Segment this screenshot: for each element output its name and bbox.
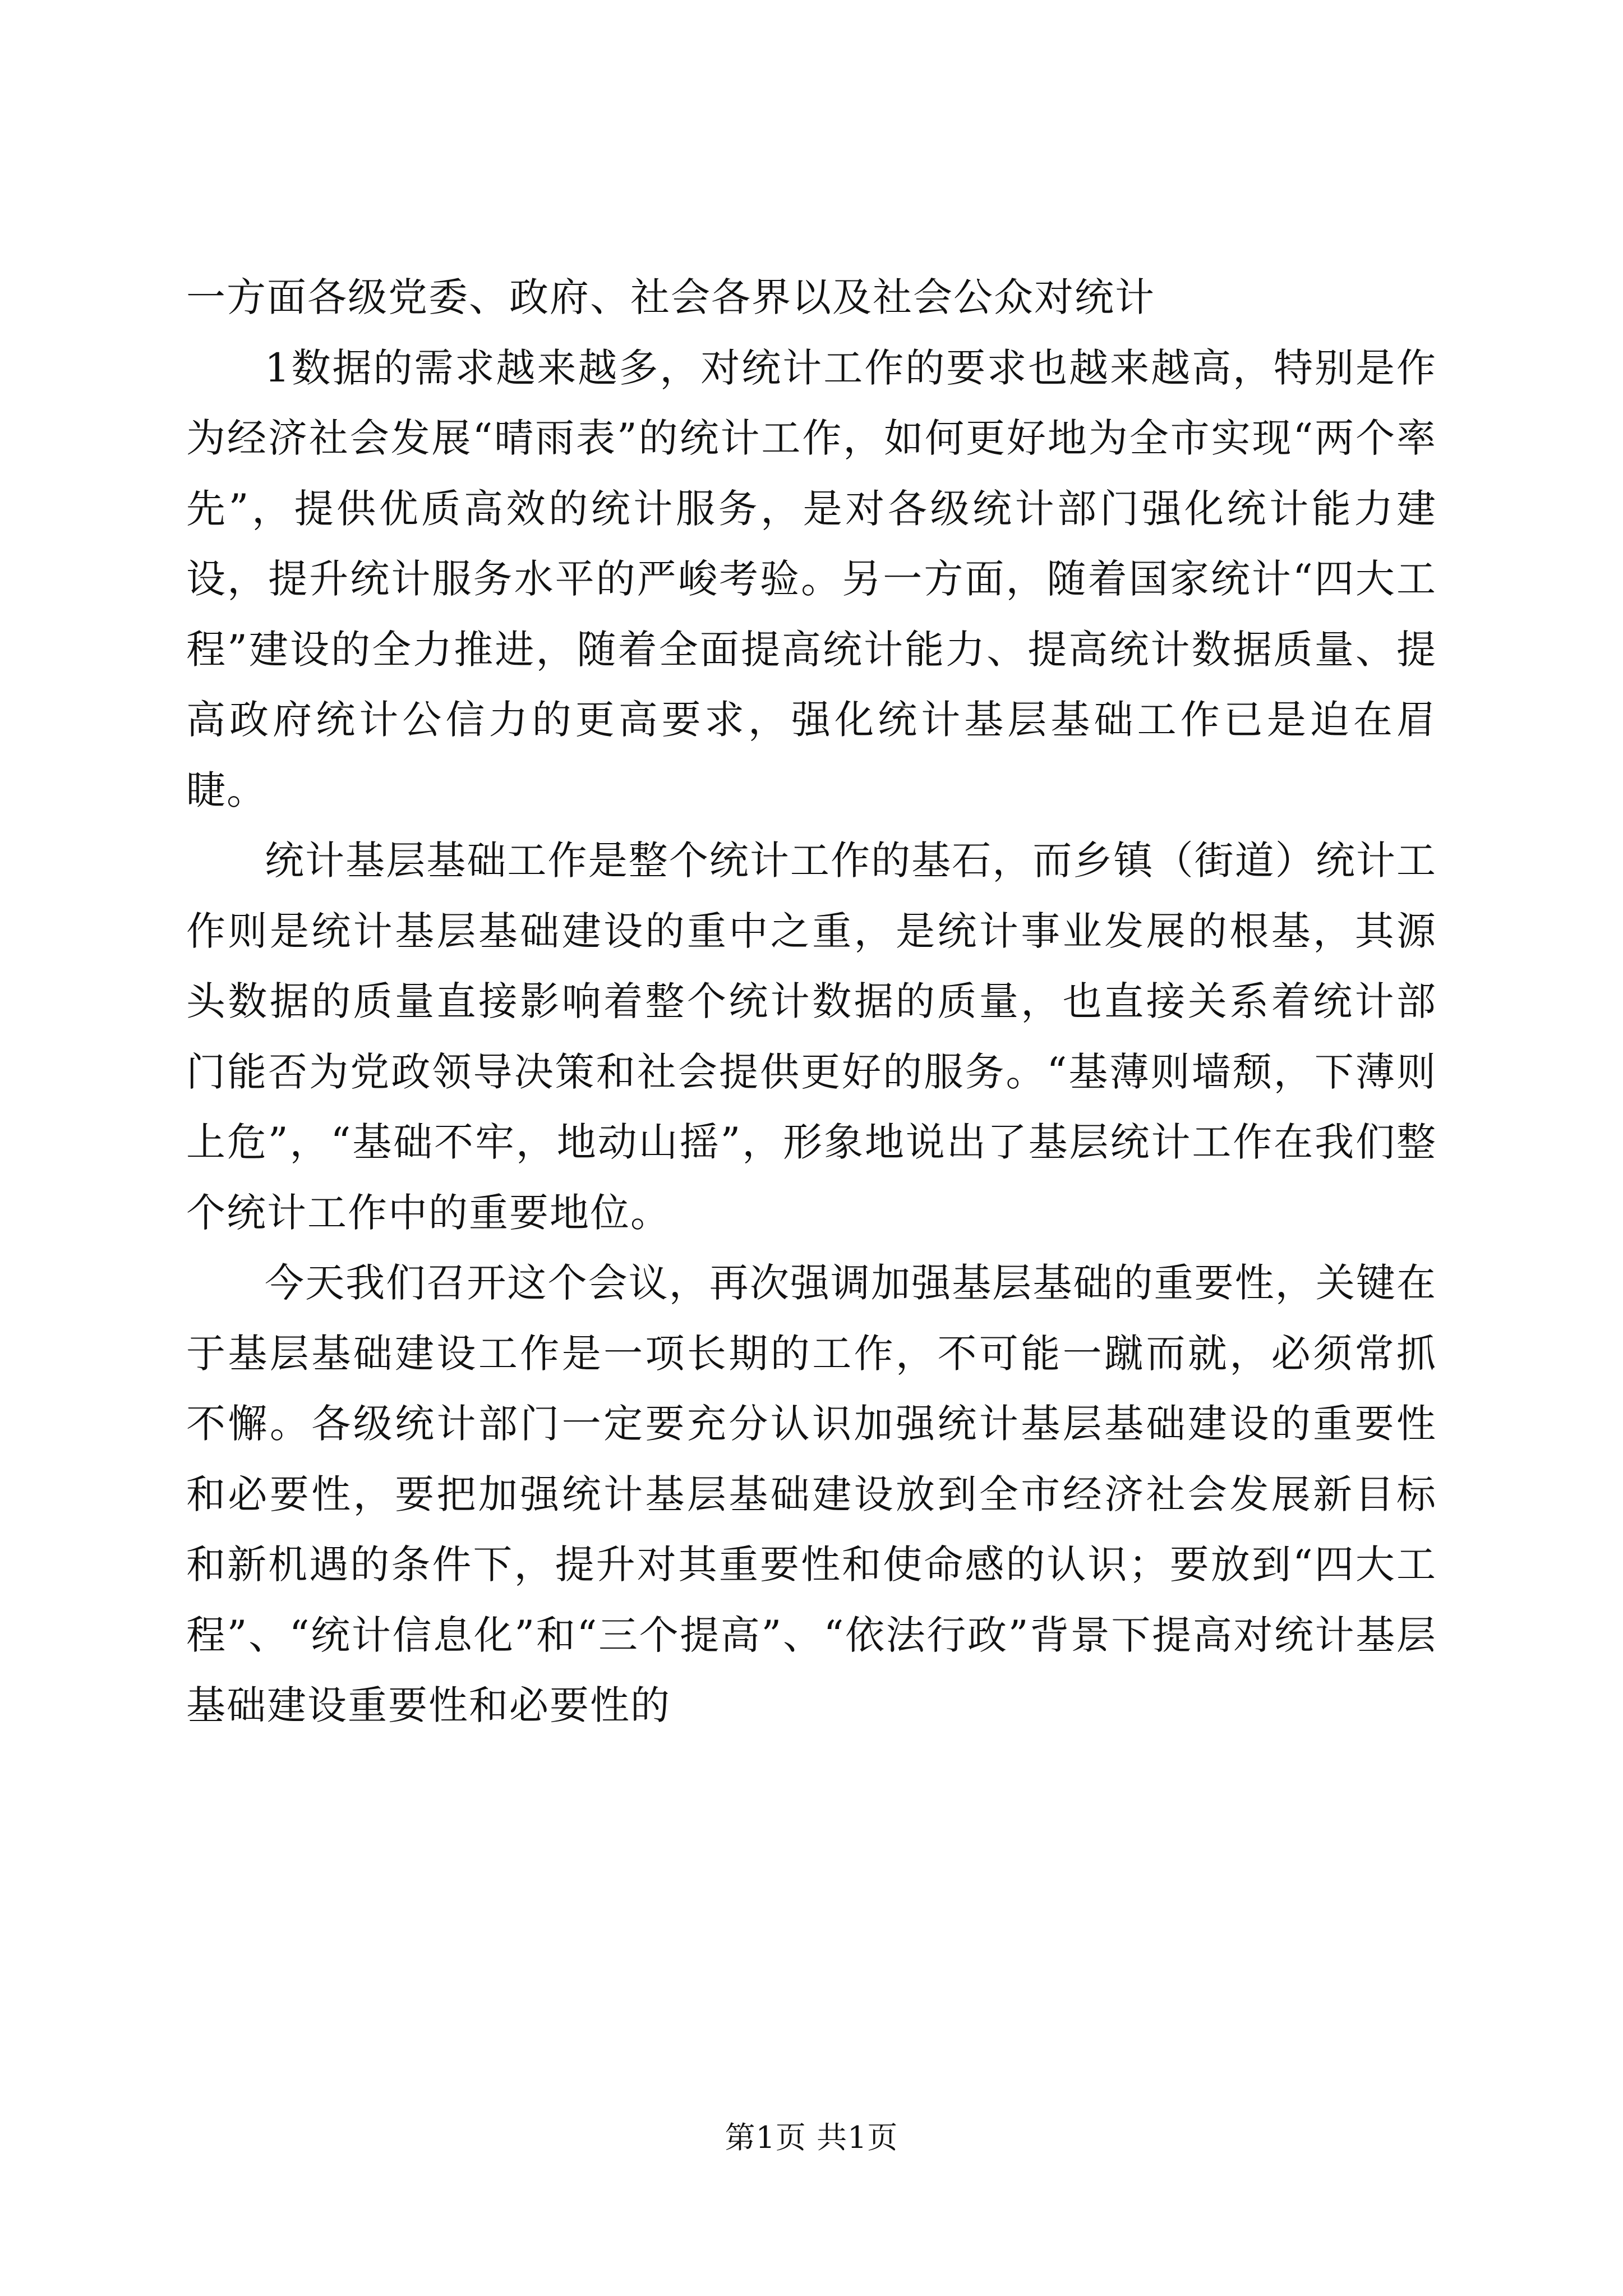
page-footer: 第1页 共1页 [725,2120,898,2155]
paragraph-1: 一方面各级党委、政府、社会各界以及社会公众对统计 [186,274,1155,320]
document-body [186,263,1437,1741]
paragraph-2: 1数据的需求越来越多，对统计工作的要求也越来越高，特别是作为经济社会发展“晴雨表”的统计工作，如何更好地为全市实现“两个率先”，提供优质高效的统计服务，是对各级统计部门强化统计能力建设，提升统计服务水平的严峻考验。另一方面，随着国家统计“四大工程”建设的全力推进，随着全面提高统计能力、提高统计数据质量、提高政府统计公信力的更高要求，强化统计基层基础工作已是迫在眉睫。 [186,344,1437,813]
paragraph-4: 今天我们召开这个会议，再次强调加强基层基础的重要性，关键在于基层基础建设工作是一项长期的工作，不可能一蹴而就，必须常抓不懈。各级统计部门一定要充分认识加强统计基层基础建设的重要性和必要性，要把加强统计基层基础建设放到全市经济社会发展新目标和新机遇的条件下，提升对其重要性和使命感的认识；要放到“四大工程”、“统计信息化”和“三个提高”、“依法行政”背景下提高对统计基层基础建设重要性和必要性的 [186,1260,1437,1728]
paragraph-3: 统计基层基础工作是整个统计工作的基石，而乡镇（街道）统计工作则是统计基层基础建设的重中之重，是统计事业发展的根基，其源头数据的质量直接影响着整个统计数据的质量，也直接关系着统计部门能否为党政领导决策和社会提供更好的服务。“基薄则墙颓，下薄则上危”，“基础不牢，地动山摇”，形象地说出了基层统计工作在我们整个统计工作中的重要地位。 [186,838,1437,1236]
